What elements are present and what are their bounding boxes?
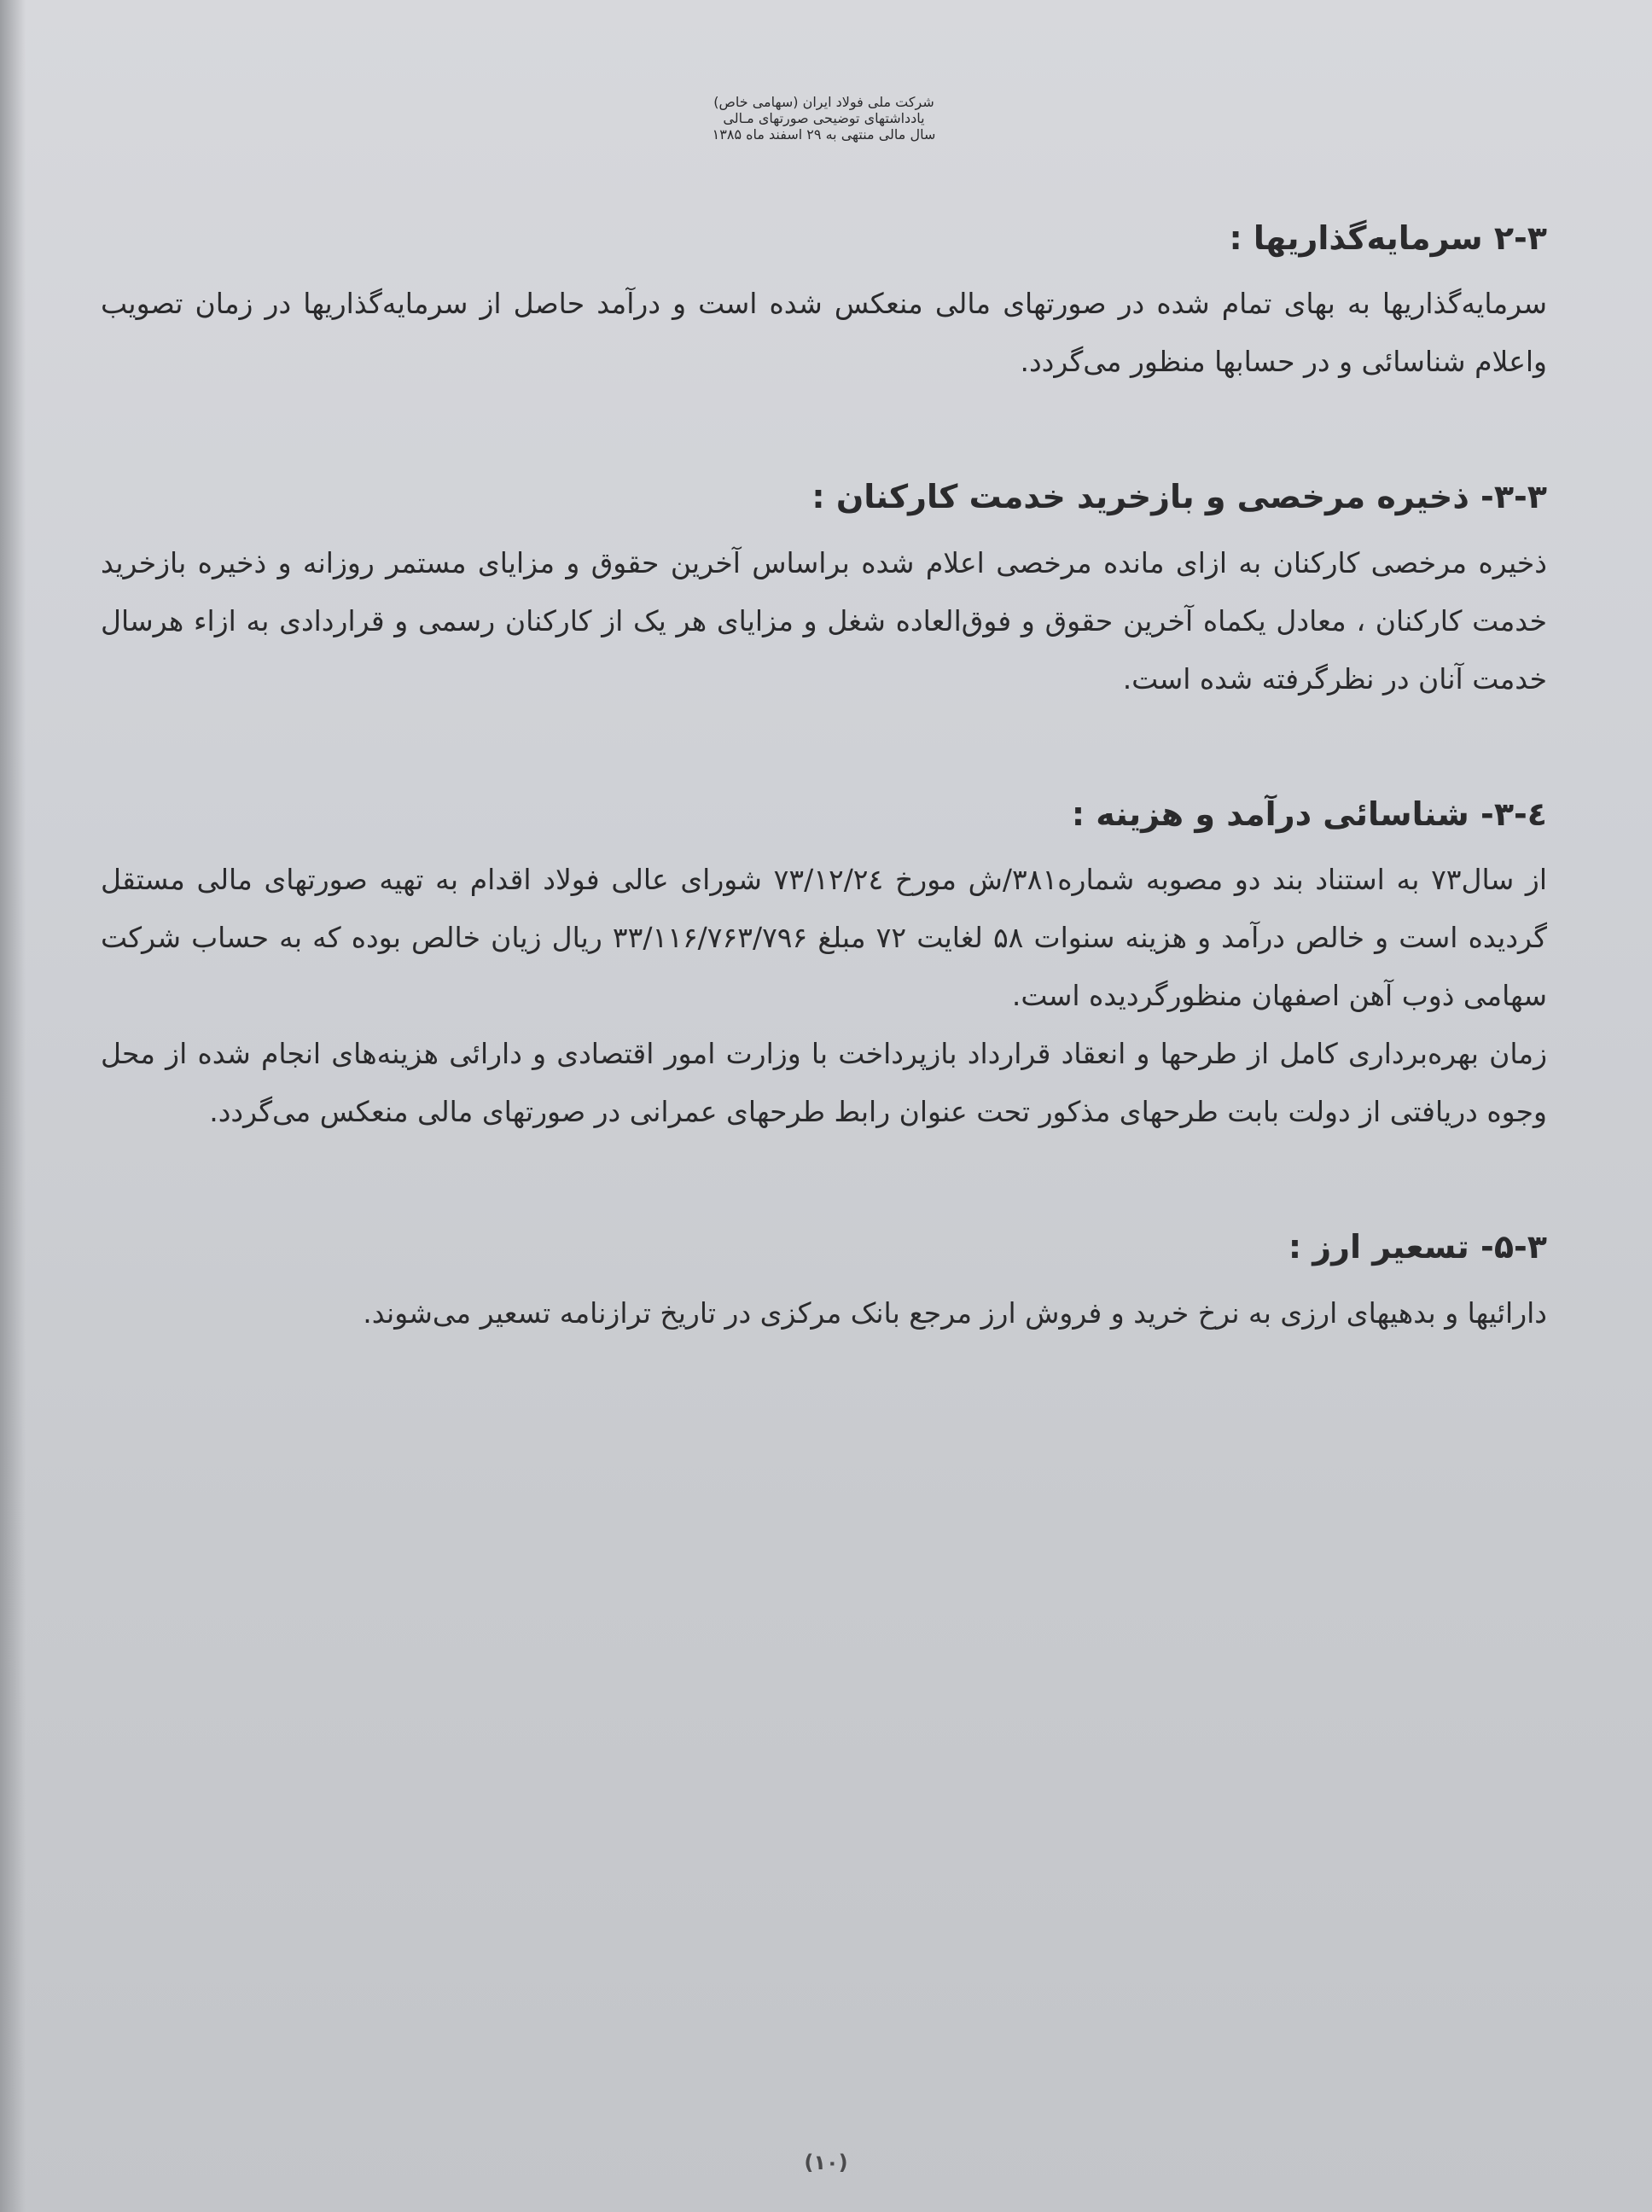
- section-title: ٤-۳- شناسائی درآمد و هزینه :: [1071, 795, 1547, 833]
- page-number: (۱۰): [804, 2151, 848, 2174]
- section-paragraph: زمان بهره‌برداری کامل از طرحها و انعقاد قرارداد بازپرداخت با وزارت امور اقتصادی و دارائی هزینه‌های انجام شده از محل وجوه دریافتی از دولت بابت طرحهای مذکور تحت عنوان رابط طرحهای عمرانی در صورتهای مالی منعکس می‌گردد.: [101, 1037, 1547, 1129]
- page-edge-shadow: [0, 0, 26, 2212]
- section-revenue-recognition: [101, 794, 1547, 1141]
- section-title: ۳-۳- ذخیره مرخصی و بازخرید خدمت کارکنان :: [811, 478, 1547, 516]
- section-title: ۲-۳ سرمایه‌گذاریها :: [1229, 219, 1547, 257]
- section-paragraph: از سال۷۳ به استناد بند دو مصوبه شماره۳۸۱/ش مورخ ۷۳/۱۲/۲٤ شورای عالی فولاد اقدام به تهیه صورتهای مالی مستقل گردیده است و خالص درآمد و هزینه سنوات ۵۸ لغایت ۷۲ مبلغ ۳۳/۱۱۶/۷۶۳/۷۹۶ ریال زیان خالص بوده که به حساب شرکت سهامی ذوب آهن اصفهان منظورگردیده است.: [101, 863, 1548, 1013]
- section-currency-translation: [101, 1226, 1547, 1342]
- section-paragraph: دارائیها و بدهیهای ارزی به نرخ خرید و فروش ارز مرجع بانک مرکزی در تاریخ ترازنامه تسعیر می‌شوند.: [363, 1295, 1547, 1330]
- section-investments: [101, 218, 1547, 391]
- section-paragraph: ذخیره مرخصی کارکنان به ازای مانده مرخصی اعلام شده براساس آخرین حقوق و مزایای مستمر روزانه و ذخیره بازخرید خدمت کارکنان ، معادل یکماه آخرین حقوق و فوق‌العاده شغل و مزایای هر یک از کارکنان رسمی و قراردادی به ازاء هرسال خدمت آنان در نظرگرفته شده است.: [101, 545, 1547, 696]
- document-subtitle: یادداشتهای توضیحی صورتهای مـالی: [723, 110, 925, 126]
- document-content: [101, 94, 1547, 1342]
- company-name: شرکت ملی فولاد ایران (سهامی خاص): [713, 94, 934, 110]
- fiscal-period: سال مالی منتهی به ۲۹ اسفند ماه ۱۳۸۵: [712, 126, 936, 143]
- document-header: [101, 94, 1547, 143]
- section-title: ۵-۳- تسعیر ارز :: [1288, 1228, 1547, 1266]
- section-leave-reserve: [101, 476, 1547, 707]
- section-paragraph: سرمایه‌گذاریها به بهای تمام شده در صورتهای مالی منعکس شده است و درآمد حاصل از سرمایه‌گذاریها در زمان تصویب واعلام شناسائی و در حسابها منظور می‌گردد.: [101, 287, 1547, 379]
